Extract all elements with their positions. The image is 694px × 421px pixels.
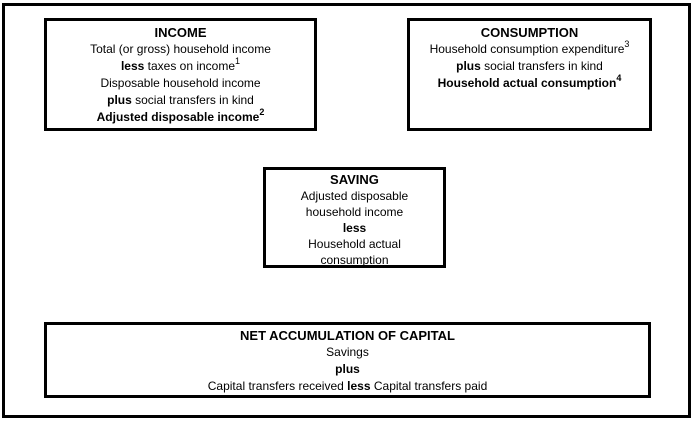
text-segment: Disposable household income	[100, 76, 261, 90]
text-segment: Capital transfers paid	[370, 379, 488, 393]
text-line	[47, 378, 648, 395]
text-segment: less	[120, 59, 145, 73]
text-segment: Household actual consumption	[437, 76, 617, 90]
text-segment: social transfers in kind	[480, 59, 603, 73]
text-line	[47, 92, 314, 109]
footnote-superscript: 1	[235, 56, 241, 66]
text-line	[266, 236, 443, 252]
net-accumulation-of-capital-box-lines	[47, 344, 648, 395]
text-segment: Adjusted disposable income	[96, 110, 260, 124]
footnote-superscript: 3	[624, 39, 630, 49]
saving-box	[263, 167, 446, 268]
text-segment: less	[342, 221, 367, 235]
net-accumulation-of-capital-box	[44, 322, 651, 398]
text-line	[266, 204, 443, 220]
saving-box-title: SAVING	[330, 172, 379, 187]
text-line	[266, 220, 443, 236]
net-accumulation-of-capital-box-title: NET ACCUMULATION OF CAPITAL	[240, 328, 455, 343]
text-line	[47, 41, 314, 58]
text-line	[47, 58, 314, 75]
text-line	[47, 344, 648, 361]
text-line	[266, 188, 443, 204]
text-line	[47, 361, 648, 378]
saving-box-lines	[266, 188, 443, 268]
text-segment: plus	[335, 362, 360, 376]
text-segment: Capital transfers received	[207, 379, 348, 393]
text-segment: taxes on income	[144, 59, 236, 73]
text-segment: Household consumption expenditure	[429, 42, 625, 56]
text-segment: social transfers in kind	[131, 93, 254, 107]
footnote-superscript: 4	[616, 73, 622, 83]
text-segment: Household actual	[308, 237, 401, 251]
income-box-title: INCOME	[154, 25, 207, 40]
text-segment: Adjusted disposable	[300, 189, 409, 203]
footnote-superscript: 2	[259, 107, 265, 117]
text-segment: Savings	[326, 345, 369, 359]
consumption-box-title: CONSUMPTION	[480, 25, 579, 40]
text-line	[410, 75, 649, 92]
text-segment: plus	[456, 59, 481, 73]
text-line	[410, 58, 649, 75]
income-box-lines	[47, 41, 314, 126]
text-line	[266, 252, 443, 268]
consumption-box-lines	[410, 41, 649, 92]
income-box	[44, 18, 317, 131]
text-segment: Total (or gross) household income	[90, 42, 271, 56]
text-segment: less	[347, 379, 371, 393]
text-segment: consumption	[320, 253, 389, 267]
text-segment: plus	[107, 93, 132, 107]
text-line	[47, 75, 314, 92]
text-line	[410, 41, 649, 58]
text-segment: household income	[305, 205, 404, 219]
consumption-box	[407, 18, 652, 131]
text-line	[47, 109, 314, 126]
